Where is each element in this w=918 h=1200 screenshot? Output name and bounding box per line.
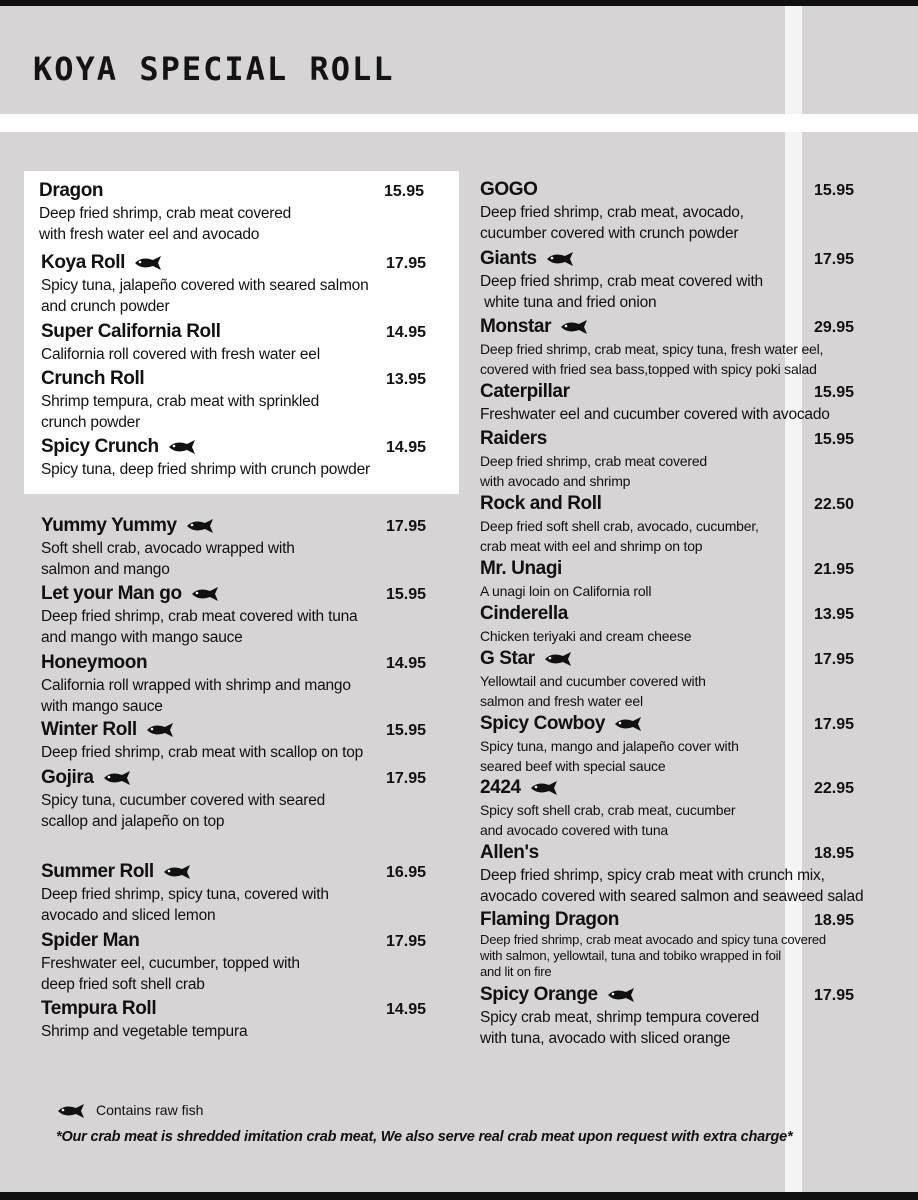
fish-icon: [559, 320, 593, 334]
menu-item: [480, 909, 880, 980]
description-line: cucumber covered with crunch powder: [480, 225, 739, 242]
item-price: 18.95: [814, 845, 855, 862]
item-description: [480, 451, 880, 491]
item-description: [41, 275, 451, 317]
description-line: Spicy tuna, deep fried shrimp with crunch powder: [41, 461, 370, 478]
menu-item: [480, 603, 880, 646]
menu-item: [41, 719, 451, 763]
menu-item: [480, 558, 880, 601]
description-line: California roll covered with fresh water eel: [41, 346, 320, 363]
menu-item: [480, 493, 880, 556]
footnote: *Our crab meat is shredded imitation crab meat, We also serve real crab meat upon request with extra charge*: [56, 1129, 793, 1145]
item-description: [41, 538, 451, 580]
description-line: crab meat with eel and shrimp on top: [480, 538, 703, 554]
item-price: 17.95: [814, 987, 855, 1004]
item-description: [480, 932, 880, 980]
item-price: 17.95: [386, 255, 427, 272]
item-price: 14.95: [386, 324, 427, 341]
item-description: [41, 884, 451, 926]
item-name: GOGO: [480, 179, 538, 200]
item-price: 17.95: [814, 716, 855, 733]
fish-icon: [162, 865, 196, 879]
item-name: Winter Roll: [41, 719, 137, 740]
item-price: 18.95: [814, 912, 855, 929]
item-name: Honeymoon: [41, 652, 148, 673]
menu-item: [41, 436, 451, 480]
description-line: Deep fried shrimp, crab meat, avocado,: [480, 204, 744, 221]
item-name: Raiders: [480, 428, 547, 449]
description-line: with salmon, yellowtail, tuna and tobiko wrapped in foil: [480, 948, 781, 963]
item-name: Monstar: [480, 316, 552, 337]
item-name: Giants: [480, 248, 537, 269]
decorative-stripe-horizontal: [0, 114, 918, 132]
item-name: Let your Man go: [41, 583, 182, 604]
menu-item: [480, 713, 880, 776]
description-line: with fresh water eel and avocado: [39, 226, 260, 243]
fish-icon: [190, 587, 224, 601]
item-name: Rock and Roll: [480, 493, 602, 514]
item-price: 15.95: [386, 586, 427, 603]
menu-item: [480, 316, 880, 379]
item-name: Mr. Unagi: [480, 558, 562, 579]
description-line: Chicken teriyaki and cream cheese: [480, 628, 692, 644]
item-description: [480, 404, 880, 425]
item-description: [480, 1007, 880, 1049]
item-price: 17.95: [386, 518, 427, 535]
item-name: Super California Roll: [41, 321, 221, 342]
description-line: white tuna and fried onion: [480, 294, 657, 311]
fish-icon: [529, 781, 563, 795]
item-name: Allen's: [480, 842, 539, 863]
item-price: 17.95: [814, 251, 855, 268]
item-name: Spider Man: [41, 930, 140, 951]
description-line: Deep fried shrimp, spicy tuna, covered with: [41, 886, 329, 903]
description-line: Spicy tuna, mango and jalapeño cover with: [480, 738, 739, 754]
legend: [56, 1102, 203, 1118]
item-description: [480, 581, 880, 601]
item-description: [480, 800, 880, 840]
item-description: [41, 790, 451, 832]
description-line: Deep fried shrimp, crab meat avocado and spicy tuna covered: [480, 932, 826, 947]
item-name: Cinderella: [480, 603, 568, 624]
description-line: Spicy crab meat, shrimp tempura covered: [480, 1009, 760, 1026]
item-price: 21.95: [814, 561, 855, 578]
fish-icon: [543, 652, 577, 666]
description-line: crunch powder: [41, 414, 141, 431]
item-description: [41, 1021, 451, 1042]
item-price: 17.95: [386, 770, 427, 787]
item-name: 2424: [480, 777, 521, 798]
item-price: 17.95: [386, 933, 427, 950]
menu-item: [480, 777, 880, 840]
item-price: 17.95: [814, 651, 855, 668]
description-line: Soft shell crab, avocado wrapped with: [41, 540, 295, 557]
item-price: 14.95: [386, 1001, 427, 1018]
description-line: Spicy soft shell crab, crab meat, cucumber: [480, 802, 736, 818]
fish-icon: [606, 988, 640, 1002]
description-line: with avocado and shrimp: [480, 473, 631, 489]
item-description: [41, 742, 451, 763]
description-line: California roll wrapped with shrimp and mango: [41, 677, 351, 694]
description-line: seared beef with special sauce: [480, 758, 666, 774]
item-name: Tempura Roll: [41, 998, 157, 1019]
item-description: [41, 344, 451, 365]
item-price: 16.95: [386, 864, 427, 881]
menu-item: [480, 648, 880, 711]
item-description: [41, 675, 451, 717]
description-line: deep fried soft shell crab: [41, 976, 205, 993]
item-description: [480, 202, 880, 244]
item-price: 13.95: [814, 606, 855, 623]
item-price: 22.95: [814, 780, 855, 797]
description-line: A unagi loin on California roll: [480, 583, 652, 599]
page-title: KOYA SPECIAL ROLL: [33, 50, 395, 88]
description-line: and avocado covered with tuna: [480, 822, 668, 838]
item-price: 14.95: [386, 439, 427, 456]
menu-item: [39, 180, 449, 245]
description-line: salmon and fresh water eel: [480, 693, 643, 709]
item-name: Spicy Crunch: [41, 436, 159, 457]
description-line: Deep fried shrimp, crab meat covered with tuna: [41, 608, 358, 625]
menu-item: [41, 368, 451, 433]
fish-icon: [167, 440, 201, 454]
item-name: G Star: [480, 648, 535, 669]
item-price: 14.95: [386, 655, 427, 672]
legend-text: Contains raw fish: [96, 1102, 204, 1118]
description-line: Deep fried shrimp, crab meat covered with: [480, 273, 763, 290]
item-name: Dragon: [39, 180, 104, 201]
fish-icon: [613, 717, 647, 731]
menu-item: [41, 321, 451, 365]
menu-item: [41, 861, 451, 926]
menu-item: [480, 984, 880, 1049]
description-line: scallop and jalapeño on top: [41, 813, 225, 830]
description-line: and mango with mango sauce: [41, 629, 243, 646]
menu-item: [41, 583, 451, 648]
item-price: 13.95: [386, 371, 427, 388]
description-line: Spicy tuna, jalapeño covered with seared salmon: [41, 277, 369, 294]
menu-item: [480, 179, 880, 244]
item-description: [480, 271, 880, 313]
description-line: Deep fried shrimp, crab meat, spicy tuna, fresh water eel,: [480, 341, 824, 357]
description-line: Shrimp tempura, crab meat with sprinkled: [41, 393, 320, 410]
description-line: Deep fried shrimp, crab meat covered: [480, 453, 708, 469]
description-line: Deep fried shrimp, spicy crab meat with crunch mix,: [480, 867, 825, 884]
description-line: avocado and sliced lemon: [41, 907, 216, 924]
description-line: Deep fried soft shell crab, avocado, cucumber,: [480, 518, 759, 534]
item-description: [41, 606, 451, 648]
fish-icon: [133, 256, 167, 270]
item-price: 15.95: [384, 183, 425, 200]
item-price: 15.95: [814, 182, 855, 199]
item-price: 15.95: [386, 722, 427, 739]
description-line: and lit on fire: [480, 964, 552, 979]
item-description: [480, 339, 880, 379]
item-description: [480, 671, 880, 711]
bottom-border: [0, 1192, 918, 1200]
description-line: and crunch powder: [41, 298, 170, 315]
item-name: Spicy Orange: [480, 984, 598, 1005]
fish-icon: [545, 252, 579, 266]
menu-item: [41, 930, 451, 995]
menu-item: [41, 515, 451, 580]
menu-item: [41, 998, 451, 1042]
fish-icon: [185, 519, 219, 533]
item-name: Gojira: [41, 767, 94, 788]
description-line: with mango sauce: [41, 698, 163, 715]
fish-icon: [102, 771, 136, 785]
menu-item: [41, 767, 451, 832]
item-description: [41, 391, 451, 433]
item-price: 15.95: [814, 384, 855, 401]
description-line: salmon and mango: [41, 561, 170, 578]
menu-item: [41, 652, 451, 717]
item-description: [480, 865, 880, 907]
item-name: Crunch Roll: [41, 368, 145, 389]
description-line: Freshwater eel and cucumber covered with avocado: [480, 406, 830, 423]
fish-icon: [56, 1104, 90, 1118]
item-name: Yummy Yummy: [41, 515, 177, 536]
fish-icon: [145, 723, 179, 737]
description-line: avocado covered with seared salmon and seaweed salad: [480, 888, 864, 905]
item-price: 29.95: [814, 319, 855, 336]
item-name: Koya Roll: [41, 252, 126, 273]
menu-item: [480, 428, 880, 491]
item-description: [41, 953, 451, 995]
description-line: with tuna, avocado with sliced orange: [480, 1030, 731, 1047]
item-price: 15.95: [814, 431, 855, 448]
item-name: Spicy Cowboy: [480, 713, 606, 734]
menu-item: [480, 381, 880, 425]
description-line: Deep fried shrimp, crab meat with scallop on top: [41, 744, 364, 761]
item-description: [480, 516, 880, 556]
description-line: Shrimp and vegetable tempura: [41, 1023, 248, 1040]
item-description: [480, 626, 880, 646]
item-price: 22.50: [814, 496, 855, 513]
item-name: Flaming Dragon: [480, 909, 620, 930]
item-name: Caterpillar: [480, 381, 570, 402]
item-description: [480, 736, 880, 776]
item-description: [39, 203, 449, 245]
description-line: Spicy tuna, cucumber covered with seared: [41, 792, 326, 809]
description-line: Yellowtail and cucumber covered with: [480, 673, 706, 689]
top-border: [0, 0, 918, 6]
menu-item: [480, 248, 880, 313]
description-line: covered with fried sea bass,topped with spicy poki salad: [480, 361, 817, 377]
menu-item: [41, 252, 451, 317]
description-line: Freshwater eel, cucumber, topped with: [41, 955, 300, 972]
description-line: Deep fried shrimp, crab meat covered: [39, 205, 292, 222]
item-description: [41, 459, 451, 480]
item-name: Summer Roll: [41, 861, 154, 882]
menu-item: [480, 842, 880, 907]
